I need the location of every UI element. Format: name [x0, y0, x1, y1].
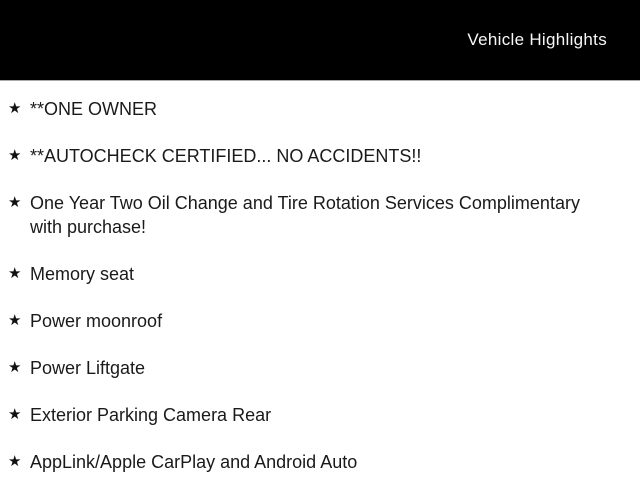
list-item	[8, 356, 612, 380]
star-bullet-icon: ★	[8, 100, 22, 117]
header-banner	[0, 0, 640, 81]
highlights-content	[0, 81, 640, 474]
star-bullet-icon: ★	[8, 453, 22, 470]
star-bullet-icon: ★	[8, 406, 22, 423]
highlight-text: **AUTOCHECK CERTIFIED... NO ACCIDENTS!!	[30, 146, 422, 166]
star-bullet-icon: ★	[8, 312, 22, 329]
list-item	[8, 191, 612, 239]
star-bullet-icon: ★	[8, 265, 22, 282]
highlight-text: AppLink/Apple CarPlay and Android Auto	[30, 452, 358, 472]
highlight-text: Power moonroof	[30, 311, 163, 331]
list-item	[8, 144, 612, 168]
highlight-text: **ONE OWNER	[30, 99, 158, 119]
highlight-text: Memory seat	[30, 264, 135, 284]
list-item	[8, 403, 612, 427]
list-item	[8, 262, 612, 286]
star-bullet-icon: ★	[8, 194, 22, 211]
highlight-text: One Year Two Oil Change and Tire Rotation Services Complimentary with purchase!	[30, 193, 580, 237]
star-bullet-icon: ★	[8, 359, 22, 376]
list-item	[8, 450, 612, 474]
page-title: Vehicle Highlights	[467, 30, 607, 49]
list-item	[8, 97, 612, 121]
star-bullet-icon: ★	[8, 147, 22, 164]
highlights-list	[8, 97, 612, 474]
highlight-text: Exterior Parking Camera Rear	[30, 405, 272, 425]
highlight-text: Power Liftgate	[30, 358, 146, 378]
list-item	[8, 309, 612, 333]
